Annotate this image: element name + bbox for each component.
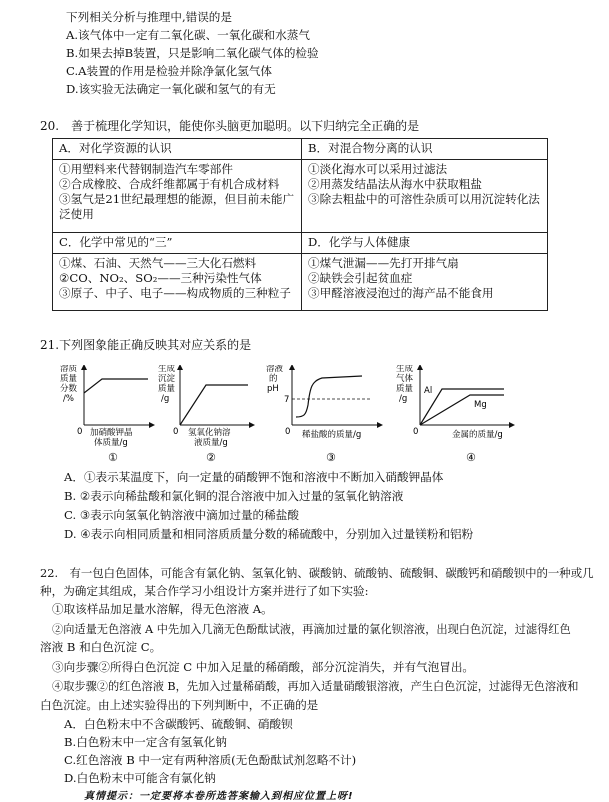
graph-3-origin: 0 [285, 427, 291, 437]
graph-3-ylabel-3: pH [267, 384, 279, 394]
graph-4-ylabel-3: 质量 [396, 384, 414, 394]
graph-4-ylabel-1: 生成 [396, 365, 414, 374]
graph-1-curve [84, 379, 148, 393]
q20-a-item-3: ③氢气是21世纪最理想的能源，但目前未能广泛使用 [59, 192, 295, 221]
q20-cell-b-body [302, 160, 548, 233]
graph-3-ylabel-1: 溶液 [266, 365, 284, 374]
q20-cell-a-head: A．对化学资源的认识 [53, 139, 302, 160]
q22-option-a: A．白色粉末中不含碳酸钙、硫酸铜、硝酸钡 [64, 717, 293, 731]
graph-2-number: ② [206, 451, 216, 464]
q22-stem-line1: 22. 有一包白色固体，可能含有氯化钠、氢氧化钠、碳酸钠、硫酸钠、硫酸铜、碳酸钙和硝酸钡中的一种或几 [40, 566, 594, 580]
q21-option-c: C. ③表示向氢氧化钠溶液中滴加过量的稀盐酸 [64, 508, 299, 522]
footer-tip: 真情提示：一定要将本卷所选答案输入到相应位置上呀! [84, 791, 354, 802]
graph-2-origin: 0 [173, 427, 179, 437]
q21-option-d: D. ④表示向相同质量和相同溶质质量分数的稀硫酸中，分别加入过量镁粉和铝粉 [64, 527, 474, 541]
q20-b-item-1: ①淡化海水可以采用过滤法 [308, 162, 448, 176]
q22-option-c: C.红色溶液 B 中一定有两种溶质(无色酚酞试剂忽略不计) [64, 753, 357, 767]
q19-option-b: B.如果去掉B装置，只是影响二氧化碳气体的检验 [66, 46, 319, 60]
q20-b-item-2: ②用蒸发结晶法从海水中获取粗盐 [308, 177, 482, 191]
q20-a-item-2: ②合成橡胶、合成纤维都属于有机合成材料 [59, 177, 280, 191]
q20-cell-c-head: C．化学中常见的“三” [53, 233, 302, 254]
graph-4-number: ④ [466, 451, 476, 464]
graph-3-mark7: 7 [284, 395, 290, 405]
q20-cell-c-body [53, 254, 302, 311]
q21-stem: 21.下列图象能正确反映其对应关系的是 [40, 338, 252, 352]
q21-graphs [60, 365, 530, 465]
graph-2-ylabel-3: 质量 [158, 384, 176, 394]
graph-4-mg-curve [420, 395, 504, 425]
q20-b-item-3: ③除去粗盐中的可溶性杂质可以用沉淀转化法 [308, 192, 540, 206]
q22-step-2a: ②向适量无色溶液 A 中先加入几滴无色酚酞试液，再滴加过量的氯化钡溶液，出现白色沉淀，过滤得红色 [52, 623, 571, 636]
q19-option-d: D.该实验无法确定一氧化碳和氢气的有无 [66, 82, 276, 96]
q20-summary-table [52, 138, 548, 311]
q20-d-item-1: ①煤气泄漏——先打开排气扇 [308, 256, 459, 270]
graph-1-ylabel-1: 溶质 [60, 365, 78, 374]
graph-3-xlabel: 稀盐酸的质量/g [302, 430, 362, 440]
graph-1 [60, 365, 152, 464]
q20-c-item-3: ③原子、中子、电子——构成物质的三种粒子 [59, 286, 291, 300]
graph-3-curve [296, 376, 362, 417]
graph-1-number: ① [108, 451, 118, 464]
graph-2 [158, 365, 252, 464]
q20-cell-a-body [53, 160, 302, 233]
graph-4-mg-label: Mg [474, 400, 487, 410]
graph-1-ylabel-4: /% [63, 394, 74, 404]
q20-d-item-2: ②缺铁会引起贫血症 [308, 271, 413, 285]
graph-2-curve [180, 385, 248, 425]
q20-cell-d-head: D．化学与人体健康 [302, 233, 548, 254]
q20-stem: 20. 善于梳理化学知识，能使你头脑更加聪明。以下归纳完全正确的是 [40, 119, 420, 133]
graph-2-ylabel-1: 生成 [158, 365, 176, 374]
q19-stem: 下列相关分析与推理中,错误的是 [66, 10, 232, 24]
graph-2-xlabel-2: 液质量/g [194, 438, 228, 448]
graph-1-ylabel-2: 质量 [60, 374, 78, 384]
q22-stem-line2: 种，为确定其组成，某合作学习小组设计方案并进行了如下实验: [40, 584, 369, 598]
q22-step-4b: 白色沉淀。由上述实验得出的下列判断中，不正确的是 [40, 698, 319, 712]
q22-option-d: D.白色粉末中可能含有氯化钠 [64, 771, 216, 785]
graph-3-number: ③ [326, 451, 336, 464]
q22-option-b: B.白色粉末中一定含有氢氧化钠 [64, 735, 227, 749]
q20-a-item-1: ①用塑料来代替钢制造汽车零部件 [59, 162, 233, 176]
graph-4-al-label: Al [424, 386, 433, 396]
graph-1-ylabel-3: 分数 [60, 384, 78, 394]
q22-step-2b: 溶液 B 和白色沉淀 C。 [40, 640, 162, 654]
q20-c-item-1: ①煤、石油、天然气——三大化石燃料 [59, 256, 257, 270]
graph-4 [396, 365, 512, 464]
q20-d-item-3: ③甲醛溶液浸泡过的海产品不能食用 [308, 286, 494, 300]
graph-4-ylabel-4: /g [399, 394, 408, 404]
graph-2-ylabel-4: /g [161, 394, 170, 404]
graph-4-al-curve [420, 389, 504, 425]
q22-step-4a: ④取步骤②的红色溶液 B，先加入过量稀硝酸，再加入适量硝酸银溶液，产生白色沉淀，过滤得无色溶液和 [52, 680, 579, 693]
q21-option-b: B. ②表示向稀盐酸和氯化铜的混合溶液中加入过量的氢氧化钠溶液 [64, 489, 404, 503]
q20-c-item-2: ②CO、NO₂、SO₂——三种污染性气体 [59, 271, 262, 285]
q20-cell-b-head: B．对混合物分离的认识 [302, 139, 548, 160]
graph-3-ylabel-2: 的 [269, 374, 278, 384]
q20-cell-d-body [302, 254, 548, 311]
graph-1-xlabel-1: 加硝酸钾晶 [90, 428, 133, 438]
graph-2-ylabel-2: 沉淀 [158, 374, 176, 384]
q22-step-1: ①取该样品加足量水溶解，得无色溶液 A。 [52, 602, 273, 616]
graph-4-origin: 0 [413, 427, 419, 437]
q22-step-3: ③向步骤②所得白色沉淀 C 中加入足量的稀硝酸，部分沉淀消失，并有气泡冒出。 [52, 660, 475, 674]
graph-4-ylabel-2: 气体 [396, 374, 414, 384]
graph-3 [266, 365, 380, 464]
graph-2-xlabel-1: 氢氧化钠溶 [188, 428, 231, 438]
q19-option-c: C.A装置的作用是检验并除净氯化氢气体 [66, 64, 273, 78]
q21-option-a: A．①表示某温度下，向一定量的硝酸钾不饱和溶液中不断加入硝酸钾晶体 [64, 470, 444, 484]
graph-4-xlabel: 金属的质量/g [452, 430, 503, 440]
graph-1-xlabel-2: 体质量/g [94, 438, 128, 448]
q19-option-a: A.该气体中一定有二氧化碳、一氧化碳和水蒸气 [66, 28, 310, 42]
graph-1-origin: 0 [77, 427, 83, 437]
